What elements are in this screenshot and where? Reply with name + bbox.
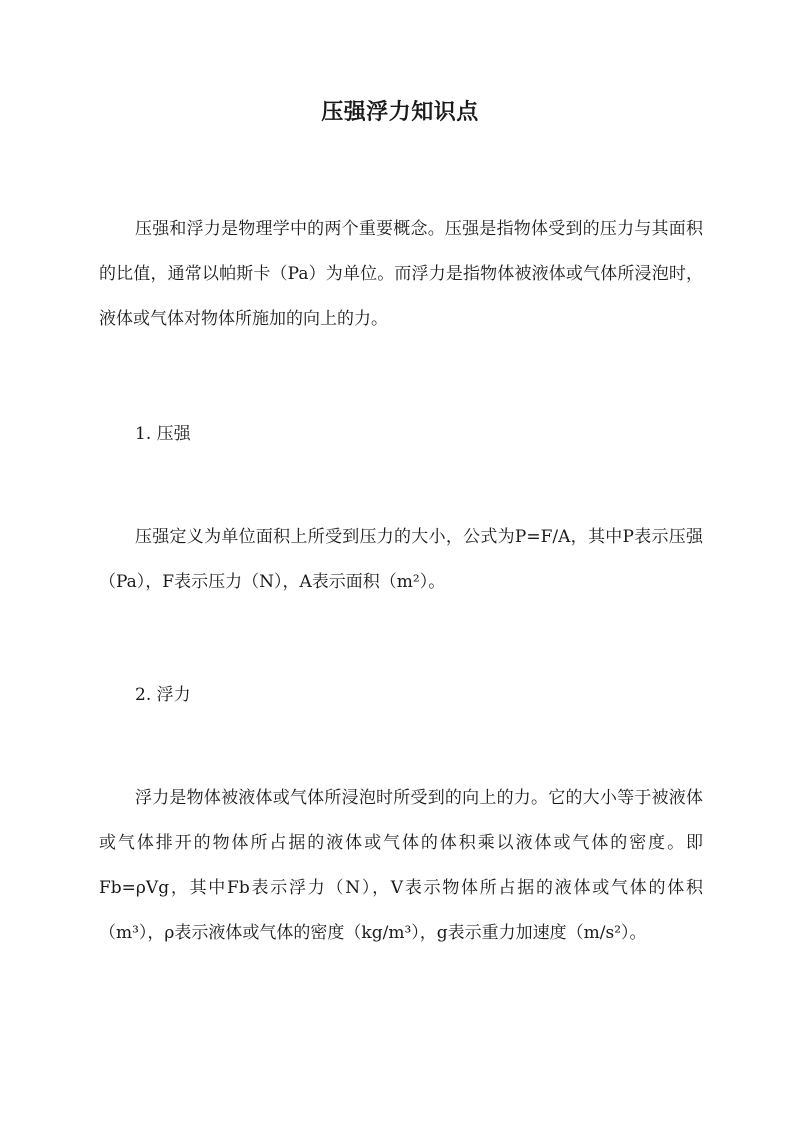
section-body-pressure: 压强定义为单位面积上所受到压力的大小，公式为P=F/A，其中P表示压强（Pa），F表示压力（N），A表示面积（m²）。: [99, 527, 703, 592]
page-title: 压强浮力知识点: [321, 99, 479, 125]
section-heading-pressure: 1. 压强: [135, 424, 191, 444]
section-body-buoyancy: 浮力是物体被液体或气体所浸泡时所受到的向上的力。它的大小等于被液体或气体排开的物体所占据的液体或气体的体积乘以液体或气体的密度。即Fb=ρVg，其中Fb表示浮力（N），V表示物体所占据的液体或气体的体积（m³），ρ表示液体或气体的密度（kg/m³），g表示重力加速度（m/s²）。: [99, 788, 703, 943]
section-heading-buoyancy: 2. 浮力: [135, 685, 191, 705]
intro-paragraph: 压强和浮力是物理学中的两个重要概念。压强是指物体受到的压力与其面积的比值，通常以帕斯卡（Pa）为单位。而浮力是指物体被液体或气体所浸泡时，液体或气体对物体所施加的向上的力。: [99, 219, 703, 329]
